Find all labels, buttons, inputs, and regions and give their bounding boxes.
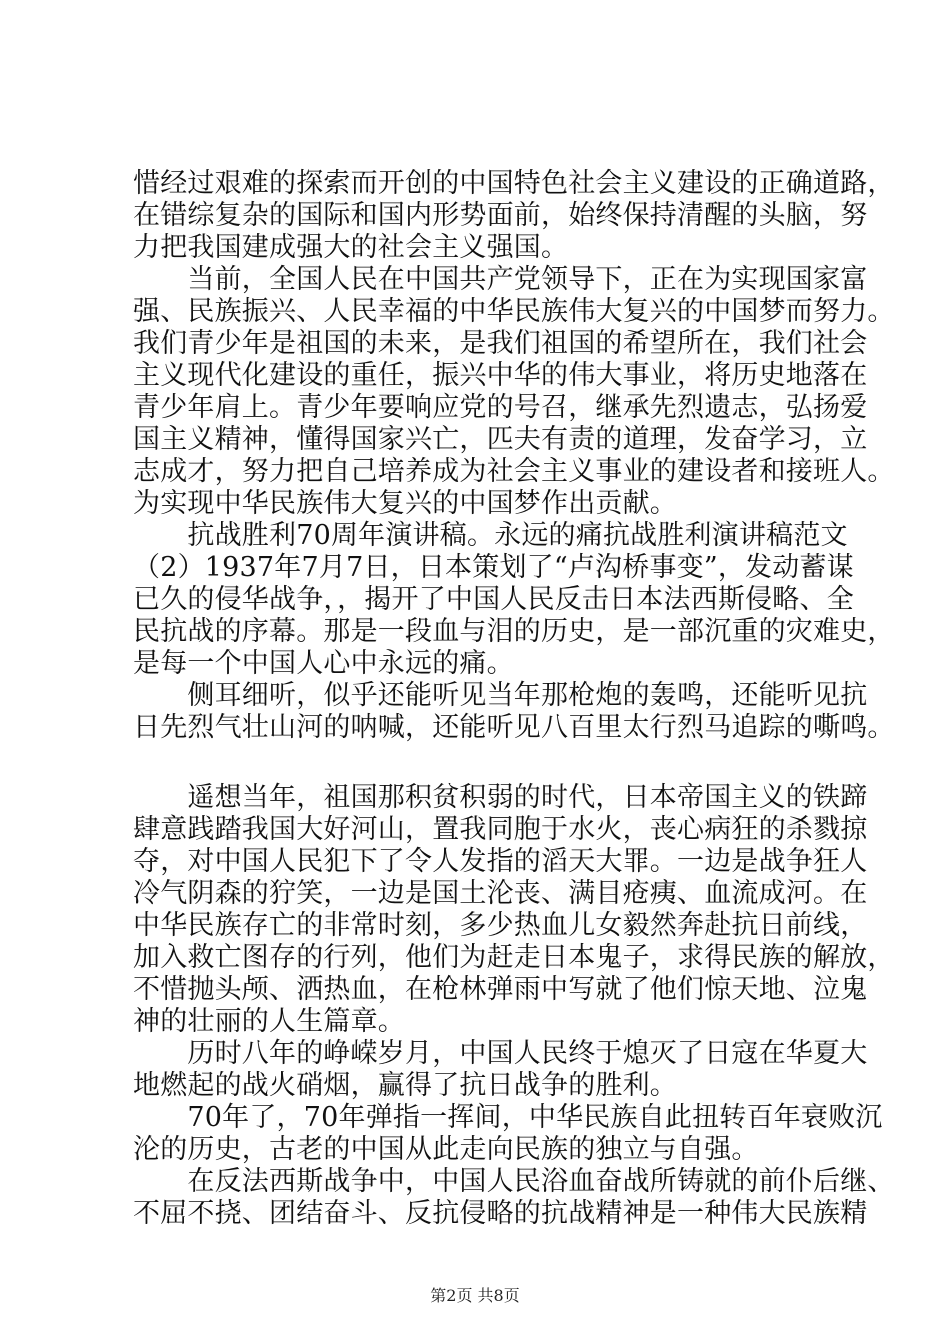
- text-line: 遥想当年，祖国那积贫积弱的时代，日本帝国主义的铁蹄: [133, 782, 868, 813]
- text-line: 冷气阴森的狞笑，一边是国土沦丧、满目疮痍、血流成河。在: [133, 878, 868, 909]
- text-line: 主义现代化建设的重任，振兴中华的伟大事业，将历史地落在: [133, 360, 868, 391]
- text-line: 不惜抛头颅、洒热血，在枪林弹雨中写就了他们惊天地、泣鬼: [133, 974, 868, 1005]
- text-line: 力把我国建成强大的社会主义强国。: [133, 232, 569, 263]
- text-line: 是每一个中国人心中永远的痛。: [133, 648, 514, 679]
- text-line: 志成才，努力把自己培养成为社会主义事业的建设者和接班人。: [133, 456, 895, 487]
- text-line: 强、民族振兴、人民幸福的中华民族伟大复兴的中国梦而努力。: [133, 296, 895, 327]
- text-line: 中华民族存亡的非常时刻，多少热血儿女毅然奔赴抗日前线，: [133, 910, 868, 941]
- text-line: 青少年肩上。青少年要响应党的号召，继承先烈遗志，弘扬爱: [133, 392, 868, 423]
- text-line: 惜经过艰难的探索而开创的中国特色社会主义建设的正确道路，: [133, 168, 895, 199]
- text-line: 民抗战的序幕。那是一段血与泪的历史，是一部沉重的灾难史，: [133, 616, 895, 647]
- text-line: 不屈不挠、团结奋斗、反抗侵略的抗战精神是一种伟大民族精: [133, 1198, 868, 1229]
- text-line: 肆意践踏我国大好河山，置我同胞于水火，丧心病狂的杀戮掠: [133, 814, 868, 845]
- text-line: 侧耳细听，似乎还能听见当年那枪炮的轰鸣，还能听见抗: [133, 680, 868, 711]
- text-line: （2）1937年7月7日，日本策划了“卢沟桥事变”，发动蓄谋: [133, 552, 854, 583]
- text-line: 为实现中华民族伟大复兴的中国梦作出贡献。: [133, 488, 677, 519]
- text-line: 在反法西斯战争中，中国人民浴血奋战所铸就的前仆后继、: [133, 1166, 895, 1197]
- text-line: 地燃起的战火硝烟，赢得了抗日战争的胜利。: [133, 1070, 677, 1101]
- page-footer: 第2页 共8页: [430, 1286, 520, 1305]
- text-line: 70年了，70年弹指一挥间，中华民族自此扭转百年衰败沉: [133, 1102, 883, 1133]
- text-block-upper: [133, 168, 895, 744]
- paragraph-gap: [133, 744, 833, 782]
- text-line: 国主义精神，懂得国家兴亡，匹夫有责的道理，发奋学习，立: [133, 424, 868, 455]
- document-body: [133, 168, 895, 1230]
- text-line: 历时八年的峥嵘岁月，中国人民终于熄灭了日寇在华夏大: [133, 1038, 868, 1069]
- text-line: 日先烈气壮山河的呐喊，还能听见八百里太行烈马追踪的嘶鸣。: [133, 712, 895, 743]
- text-line: 当前，全国人民在中国共产党领导下，正在为实现国家富: [133, 264, 868, 295]
- text-line: 在错综复杂的国际和国内形势面前，始终保持清醒的头脑，努: [133, 200, 868, 231]
- text-line: 加入救亡图存的行列，他们为赶走日本鬼子，求得民族的解放，: [133, 942, 895, 973]
- text-line: 沦的历史，古老的中国从此走向民族的独立与自强。: [133, 1134, 759, 1165]
- text-line: 抗战胜利70周年演讲稿。永远的痛抗战胜利演讲稿范文: [133, 520, 848, 551]
- text-line: 夺，对中国人民犯下了令人发指的滔天大罪。一边是战争狂人: [133, 846, 868, 877]
- text-line: 神的壮丽的人生篇章。: [133, 1006, 405, 1037]
- text-block-lower: [133, 782, 895, 1230]
- text-line: 我们青少年是祖国的未来，是我们祖国的希望所在，我们社会: [133, 328, 868, 359]
- text-line: 已久的侵华战争，，揭开了中国人民反击日本法西斯侵略、全: [133, 584, 854, 615]
